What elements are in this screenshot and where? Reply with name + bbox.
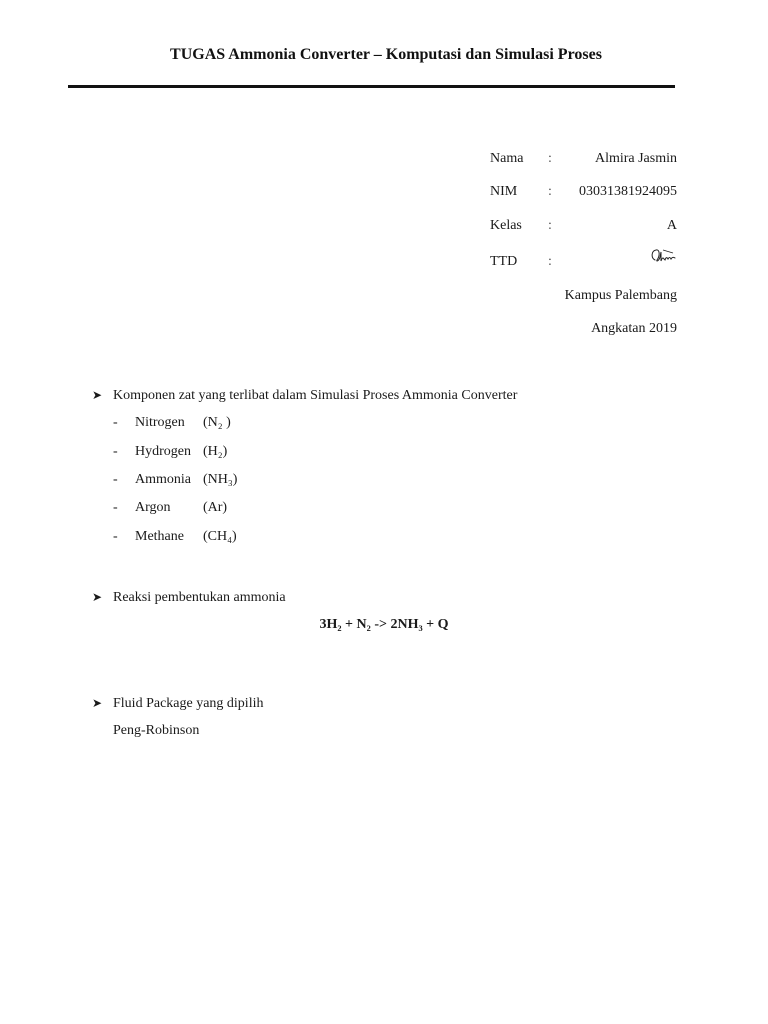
identity-colon: :: [548, 151, 552, 166]
list-item: [113, 500, 313, 518]
list-item: [113, 472, 313, 490]
campus-text: Kampus Palembang: [564, 288, 677, 303]
identity-colon: :: [548, 254, 552, 269]
fluid-package-heading-text: Fluid Package yang dipilih: [113, 696, 264, 711]
components-heading: [92, 388, 517, 404]
component-name: Hydrogen: [135, 444, 191, 459]
list-item: [113, 529, 313, 547]
identity-row-ttd: [490, 254, 677, 272]
signature-icon: [649, 246, 677, 268]
identity-colon: :: [548, 218, 552, 233]
identity-row-nama: [490, 151, 677, 169]
identity-label: Kelas: [490, 218, 522, 233]
list-dash: -: [113, 529, 118, 544]
arrow-bullet-icon: ➤: [92, 590, 103, 604]
reaction-equation: 3H₂ + N₂ -> 2NH₃ + Q: [319, 617, 449, 632]
page-title: TUGAS Ammonia Converter – Komputasi dan Simulasi Proses: [170, 46, 602, 63]
list-item: [113, 444, 313, 462]
component-name: Ammonia: [135, 472, 191, 487]
identity-value-nim: 03031381924095: [579, 184, 677, 199]
list-dash: -: [113, 415, 118, 430]
list-dash: -: [113, 500, 118, 515]
identity-colon: :: [548, 184, 552, 199]
cohort-text: Angkatan 2019: [591, 321, 677, 336]
component-formula: (CH₄): [203, 529, 237, 544]
component-formula: (H₂): [203, 444, 228, 459]
list-dash: -: [113, 444, 118, 459]
identity-label: Nama: [490, 151, 524, 166]
list-dash: -: [113, 472, 118, 487]
arrow-bullet-icon: ➤: [92, 388, 103, 402]
reaction-heading-text: Reaksi pembentukan ammonia: [113, 590, 286, 605]
title-divider: [68, 85, 675, 88]
component-formula: (N₂ ): [203, 415, 231, 430]
fluid-package-heading: [92, 696, 263, 712]
identity-label: NIM: [490, 184, 518, 199]
identity-row-kelas: [490, 218, 677, 236]
component-formula: (NH₃): [203, 472, 238, 487]
identity-label: TTD: [490, 254, 518, 269]
component-name: Argon: [135, 500, 171, 515]
reaction-heading: [92, 590, 286, 606]
fluid-package-value: Peng-Robinson: [113, 723, 200, 738]
component-name: Methane: [135, 529, 184, 544]
identity-row-nim: [490, 184, 677, 202]
components-heading-text: Komponen zat yang terlibat dalam Simulasi Proses Ammonia Converter: [113, 388, 518, 403]
component-formula: (Ar): [203, 500, 228, 515]
list-item: [113, 415, 313, 433]
identity-value-kelas: A: [666, 218, 677, 233]
identity-value-name: Almira Jasmin: [594, 151, 677, 166]
arrow-bullet-icon: ➤: [92, 696, 103, 710]
component-name: Nitrogen: [135, 415, 185, 430]
